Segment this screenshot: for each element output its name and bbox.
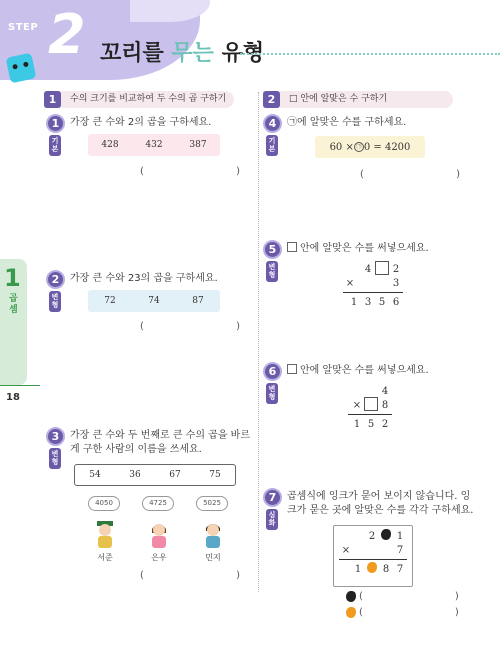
problem-number-3: 3 bbox=[46, 427, 65, 446]
problem-question-7b: 크가 묻은 곳에 알맞은 수를 각각 구하세요. bbox=[287, 505, 474, 516]
value: 54 bbox=[89, 470, 101, 480]
problem-question-3a: 가장 큰 수와 두 번째로 큰 수의 곱을 바르 bbox=[70, 430, 250, 441]
problem-tag-4: 기본 bbox=[266, 135, 278, 156]
unit-name: 곱셈 bbox=[9, 294, 18, 315]
answer-row-black[interactable]: ( ) bbox=[346, 591, 459, 602]
answer-blank-4[interactable]: ( ) bbox=[360, 169, 460, 180]
problem-question-1: 가장 큰 수와 2의 곱을 구하세요. bbox=[70, 117, 212, 128]
side-divider bbox=[0, 385, 40, 386]
step-number: 2 bbox=[48, 3, 86, 66]
multiplication-5: 4 2 × 3 1 3 5 6 bbox=[343, 262, 403, 309]
thinking-character-icon bbox=[202, 519, 224, 549]
value-box-3 bbox=[74, 464, 236, 486]
value: 67 bbox=[169, 470, 181, 480]
problem-question-5: 안에 알맞은 수를 써넣으세요. bbox=[287, 241, 429, 257]
problem-tag-5: 변형 bbox=[266, 261, 278, 282]
section-header-1: 수의 크기를 비교하여 두 수의 곱 구하기 bbox=[44, 91, 234, 108]
problem-tag-6: 변형 bbox=[266, 383, 278, 404]
problem-number-1: 1 bbox=[46, 114, 65, 133]
answer-blank-3[interactable]: ( ) bbox=[140, 570, 240, 581]
value: 74 bbox=[148, 296, 160, 306]
problem-question-4: ㉠에 알맞은 수를 구하세요. bbox=[287, 117, 407, 128]
problem-tag-1: 기본 bbox=[49, 135, 61, 156]
column-divider bbox=[258, 92, 259, 592]
problem-number-4: 4 bbox=[263, 114, 282, 133]
answer-blank-1[interactable]: ( ) bbox=[140, 166, 240, 177]
problem-question-3b: 게 구한 사람의 이름을 쓰세요. bbox=[70, 444, 202, 455]
speech-bubble: 4050 bbox=[88, 496, 120, 511]
multiplication-6: 4 × 8 1 5 2 bbox=[348, 384, 392, 431]
problem-tag-7: 심화 bbox=[266, 509, 278, 530]
value: 36 bbox=[129, 470, 141, 480]
multiplication-7: 2 1 × 7 1 8 7 bbox=[339, 529, 407, 576]
page-title: 꼬리를 무는 유형 bbox=[100, 41, 265, 66]
blank-square-icon bbox=[287, 364, 297, 374]
blank-box[interactable] bbox=[364, 397, 378, 411]
blank-square-icon bbox=[287, 242, 297, 252]
problem-question-2: 가장 큰 수와 23의 곱을 구하세요. bbox=[70, 273, 218, 284]
section-number-1: 1 bbox=[44, 91, 61, 108]
problem-tag-2: 변형 bbox=[49, 291, 61, 312]
value: 428 bbox=[101, 140, 119, 150]
person-name: 은우 bbox=[151, 553, 167, 562]
title-underline bbox=[240, 53, 500, 55]
value-box-2 bbox=[88, 290, 220, 312]
ink-blot-orange-icon bbox=[367, 562, 377, 573]
problem-number-5: 5 bbox=[263, 240, 282, 259]
person-name: 민지 bbox=[205, 553, 221, 562]
step-label: STEP bbox=[8, 22, 39, 33]
blank-circle-icon: ㉠ bbox=[355, 143, 362, 150]
value: 72 bbox=[104, 296, 116, 306]
value-box-1 bbox=[88, 134, 220, 156]
problem-question-7a: 곱셈식에 잉크가 묻어 보이지 않습니다. 잉 bbox=[287, 491, 471, 502]
value: 75 bbox=[209, 470, 221, 480]
mascot-icon bbox=[6, 53, 37, 84]
problem-number-6: 6 bbox=[263, 362, 282, 381]
value: 387 bbox=[189, 140, 207, 150]
problem-number-7: 7 bbox=[263, 488, 282, 507]
section-header-2: □ 안에 알맞은 수 구하기 bbox=[263, 91, 453, 108]
speech-bubble: 5025 bbox=[196, 496, 228, 511]
problem-number-2: 2 bbox=[46, 270, 65, 289]
speech-bubble: 4725 bbox=[142, 496, 174, 511]
boy-character-icon bbox=[94, 519, 116, 549]
girl-character-icon bbox=[148, 519, 170, 549]
answer-row-orange[interactable]: ( ) bbox=[346, 607, 459, 618]
page-number: 18 bbox=[6, 392, 20, 403]
problem-tag-3: 변형 bbox=[49, 448, 61, 469]
blank-box[interactable] bbox=[375, 261, 389, 275]
value: 87 bbox=[192, 296, 204, 306]
ink-blot-black-icon bbox=[346, 591, 356, 602]
unit-number: 1 bbox=[4, 264, 21, 292]
problem-question-6: 안에 알맞은 수를 써넣으세요. bbox=[287, 363, 429, 379]
equation-box-4: 60 × ㉠ 0 = 4200 bbox=[315, 136, 425, 158]
ink-blot-orange-icon bbox=[346, 607, 356, 618]
value: 432 bbox=[145, 140, 163, 150]
ink-blot-black-icon bbox=[381, 529, 391, 540]
section-number-2: 2 bbox=[263, 91, 280, 108]
answer-blank-2[interactable]: ( ) bbox=[140, 321, 240, 332]
person-name: 서준 bbox=[97, 553, 113, 562]
